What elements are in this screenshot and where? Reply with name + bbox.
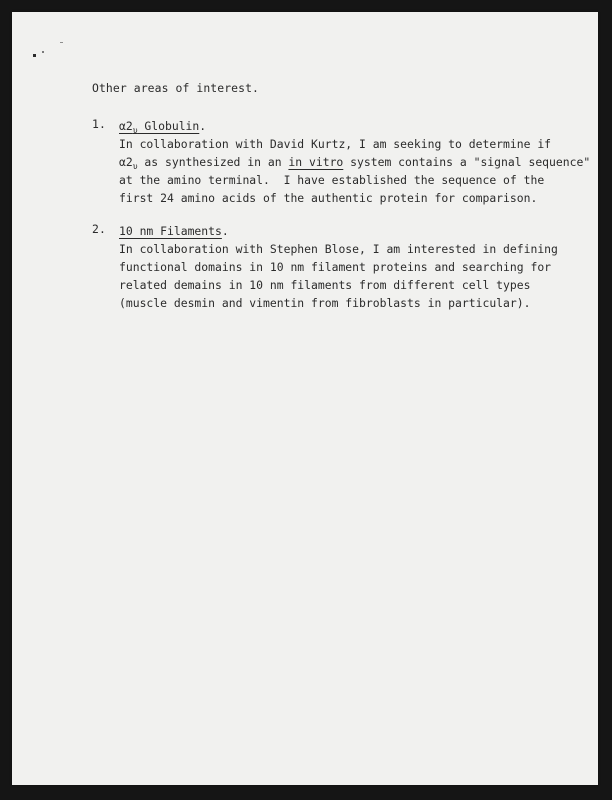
- line-text: system contains a "signal sequence": [343, 155, 591, 169]
- underlined-term: in vitro: [288, 155, 344, 169]
- item-title-text: [119, 119, 199, 133]
- item-number: 1.: [92, 117, 106, 131]
- line-text: as synthesized in an: [137, 155, 289, 169]
- body-line: In collaboration with Stephen Blose, I am interested in defining: [119, 242, 558, 256]
- title-rest: Globulin: [137, 119, 200, 133]
- body-line: [119, 153, 590, 171]
- stray-mark: [60, 42, 63, 43]
- title-prefix: α2: [119, 119, 133, 133]
- line-prefix: α2: [119, 155, 133, 169]
- section-heading: Other areas of interest.: [92, 81, 259, 95]
- stray-mark: [42, 51, 44, 53]
- body-line: functional domains in 10 nm filament proteins and searching for: [119, 260, 552, 274]
- item-title-text: 10 nm Filaments: [119, 224, 222, 238]
- item-body: [119, 222, 558, 312]
- title-subscript: υ: [132, 126, 138, 135]
- item-title: [119, 222, 558, 240]
- item-number: 2.: [92, 222, 106, 236]
- body-line: In collaboration with David Kurtz, I am seeking to determine if: [119, 137, 552, 151]
- stray-mark: [33, 54, 36, 57]
- body-line: (muscle desmin and vimentin from fibroblasts in particular).: [119, 296, 531, 310]
- body-line: at the amino terminal. I have established the sequence of the: [119, 173, 545, 187]
- item-body: [119, 117, 590, 207]
- line-subscript: υ: [132, 162, 138, 171]
- item-title: [119, 117, 590, 135]
- body-line: first 24 amino acids of the authentic protein for comparison.: [119, 191, 538, 205]
- document-page: [12, 12, 598, 785]
- title-period: .: [199, 119, 207, 133]
- title-period: .: [221, 224, 229, 238]
- body-line: related demains in 10 nm filaments from different cell types: [119, 278, 531, 292]
